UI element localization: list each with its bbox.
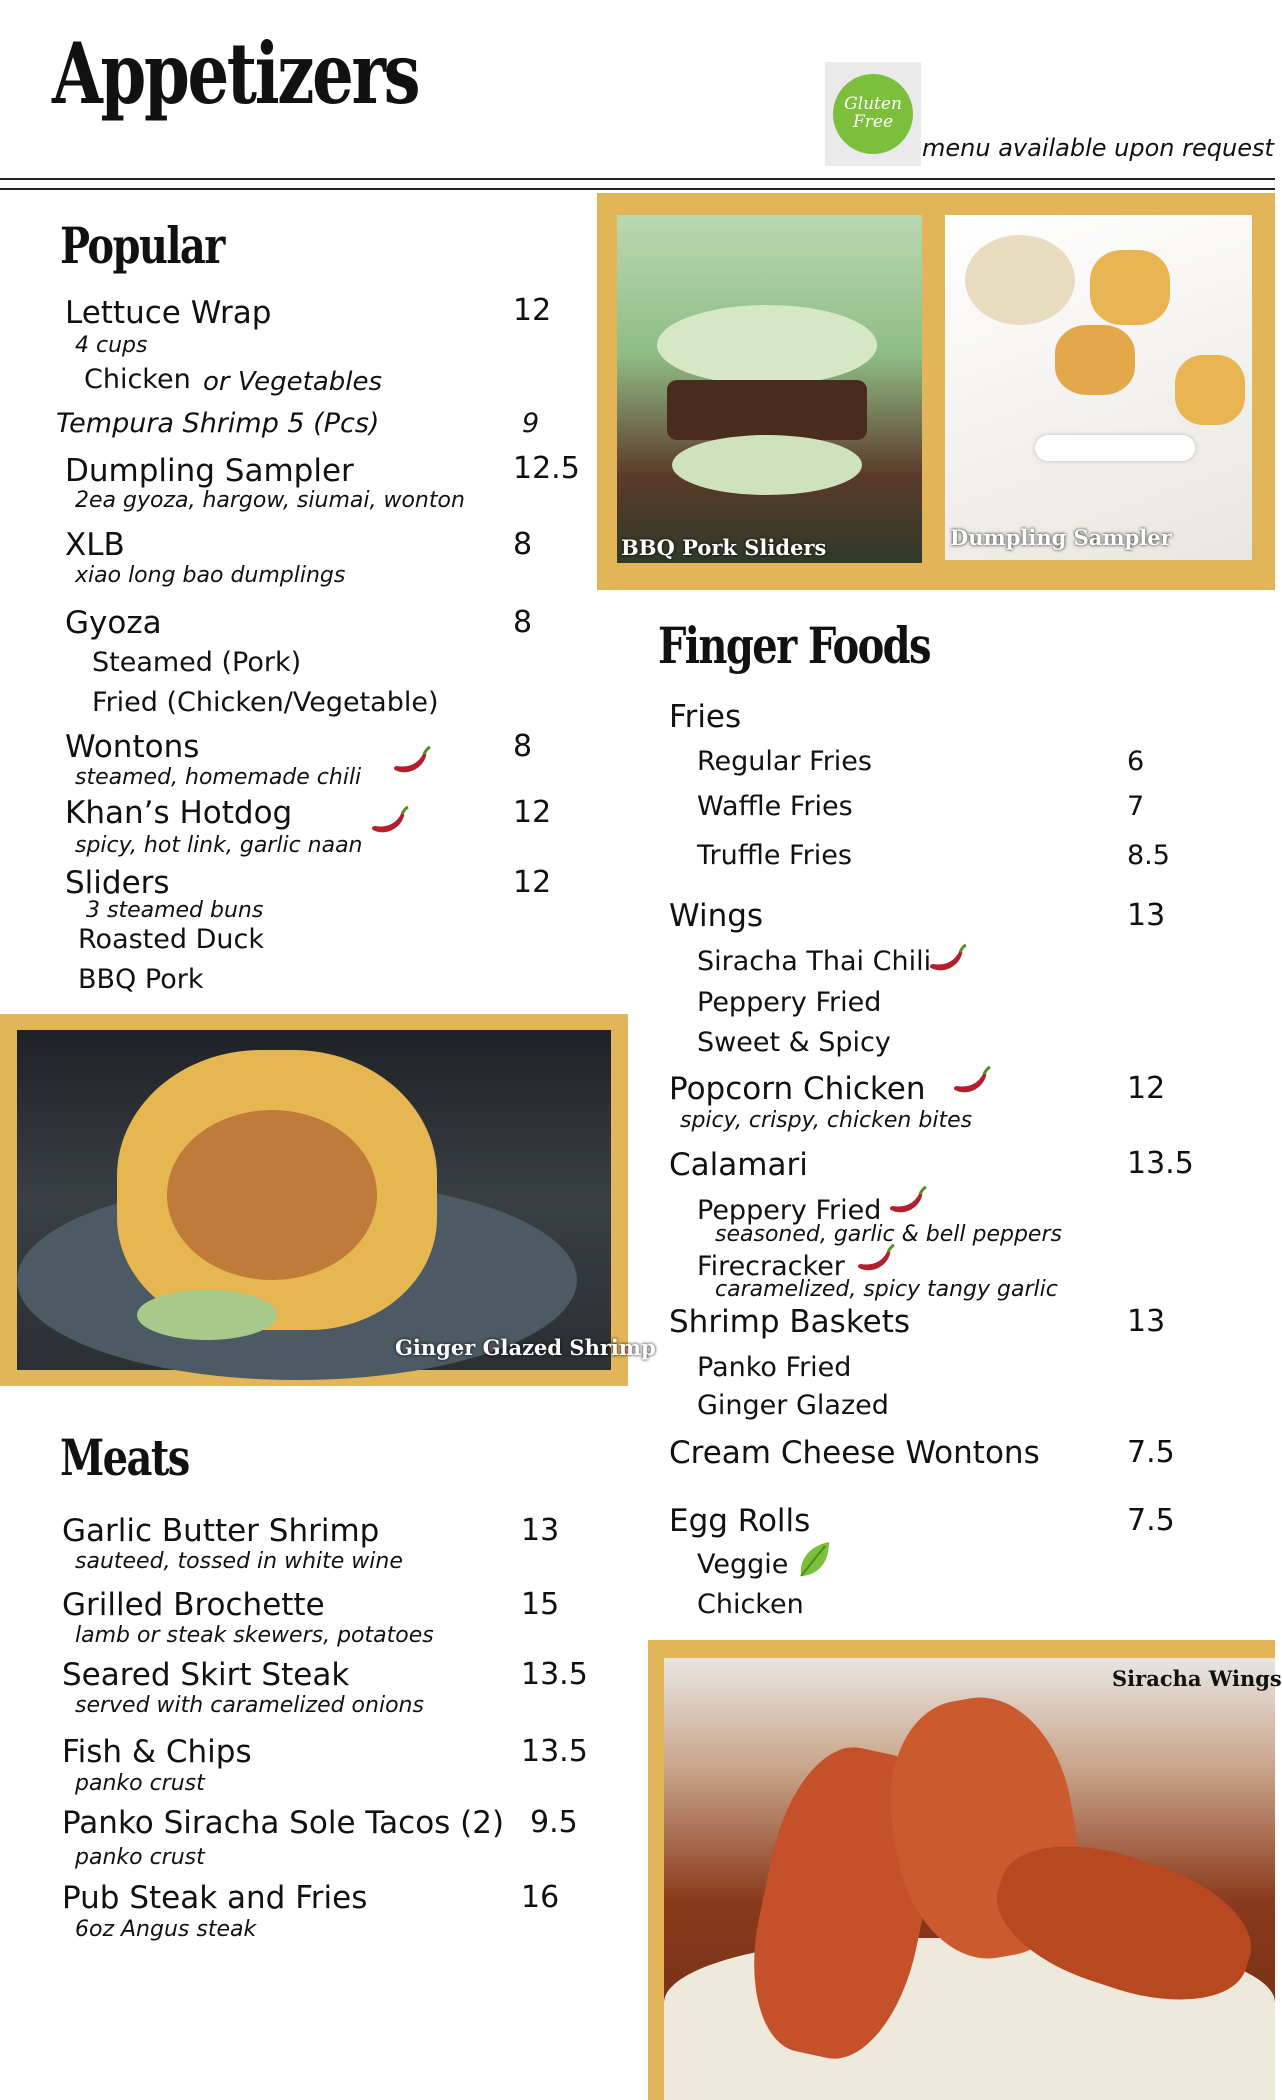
section-title-popular: Popular <box>60 216 224 275</box>
item-seared-skirt-steak-price: 13.5 <box>521 1657 588 1692</box>
item-grilled-brochette-price: 15 <box>521 1587 560 1622</box>
item-calamari-option-peppery: Peppery Fried <box>697 1195 882 1226</box>
item-fish-chips-name: Fish & Chips <box>62 1734 252 1770</box>
caption-bbq-pork-sliders: BBQ Pork Sliders <box>621 535 827 560</box>
caption-siracha-wings: Siracha Wings <box>1112 1666 1282 1691</box>
item-pub-steak-price: 16 <box>521 1880 560 1915</box>
item-sliders-option-duck: Roasted Duck <box>78 924 264 955</box>
item-lettuce-wrap-option-vegetables: or Vegetables <box>203 367 383 397</box>
item-calamari-option-firecracker: Firecracker <box>697 1251 845 1282</box>
item-calamari-desc-firecracker: caramelized, spicy tangy garlic <box>715 1277 1058 1302</box>
item-garlic-butter-shrimp-desc: sauteed, tossed in white wine <box>75 1549 403 1574</box>
gluten-badge-line1: Gluten <box>844 94 902 115</box>
item-calamari-desc-peppery: seasoned, garlic & bell peppers <box>715 1222 1062 1247</box>
item-sliders-desc: 3 steamed buns <box>86 898 264 923</box>
item-hotdog-name: Khan’s Hotdog <box>65 795 293 831</box>
item-xlb-name: XLB <box>65 527 125 563</box>
item-sliders-option-bbq: BBQ Pork <box>78 964 204 995</box>
item-shrimp-baskets-name: Shrimp Baskets <box>669 1304 911 1340</box>
item-wings-option-siracha: Siracha Thai Chili <box>697 946 932 977</box>
caption-ginger-glazed-shrimp: Ginger Glazed Shrimp <box>395 1335 656 1360</box>
photo-panel-bottom <box>648 1640 1282 2100</box>
photo-ginger-glazed-shrimp <box>17 1030 656 1370</box>
gluten-badge-line2: Free <box>852 112 894 132</box>
section-title-meats: Meats <box>60 1428 189 1487</box>
item-cream-cheese-wontons-price: 7.5 <box>1127 1435 1175 1470</box>
item-sliders-price: 12 <box>513 865 552 900</box>
item-cream-cheese-wontons-name: Cream Cheese Wontons <box>669 1435 1040 1471</box>
gluten-free-logo <box>833 74 913 154</box>
gluten-free-note: menu available upon request <box>922 134 1274 162</box>
item-gyoza-option-steamed: Steamed (Pork) <box>92 647 302 678</box>
item-wings-option-peppery: Peppery Fried <box>697 987 882 1018</box>
item-shrimp-baskets-option-panko: Panko Fried <box>697 1352 852 1383</box>
chili-pepper-icon <box>928 944 968 974</box>
item-fries-price-truffle: 8.5 <box>1127 840 1170 871</box>
item-garlic-butter-shrimp-price: 13 <box>521 1513 560 1548</box>
item-fries-name: Fries <box>669 699 742 735</box>
item-egg-rolls-option-chicken: Chicken <box>697 1589 804 1620</box>
photo-dumpling-sampler <box>945 215 1252 560</box>
item-wings-price: 13 <box>1127 898 1166 933</box>
chili-pepper-icon <box>888 1186 928 1216</box>
item-hotdog-desc: spicy, hot link, garlic naan <box>75 833 363 858</box>
chili-pepper-icon <box>856 1244 896 1274</box>
item-seared-skirt-steak-desc: served with caramelized onions <box>75 1693 424 1718</box>
item-dumpling-sampler-price: 12.5 <box>513 451 580 486</box>
header-divider-bottom <box>0 188 1275 190</box>
item-fries-price-waffle: 7 <box>1127 791 1145 822</box>
photo-panel-top <box>597 193 1275 590</box>
section-title-finger-foods: Finger Foods <box>658 616 930 675</box>
item-xlb-desc: xiao long bao dumplings <box>75 563 346 588</box>
item-popcorn-chicken-name: Popcorn Chicken <box>669 1071 926 1107</box>
item-wontons-name: Wontons <box>65 729 200 765</box>
page-title: Appetizers <box>52 24 419 123</box>
item-grilled-brochette-name: Grilled Brochette <box>62 1587 325 1623</box>
item-egg-rolls-price: 7.5 <box>1127 1503 1175 1538</box>
item-gyoza-option-fried: Fried (Chicken/Vegetable) <box>92 687 439 718</box>
item-wings-option-sweet-spicy: Sweet & Spicy <box>697 1027 891 1058</box>
item-pub-steak-name: Pub Steak and Fries <box>62 1880 368 1916</box>
item-fries-option-truffle: Truffle Fries <box>697 840 852 871</box>
item-xlb-price: 8 <box>513 527 533 562</box>
item-fries-option-regular: Regular Fries <box>697 746 872 777</box>
item-popcorn-chicken-price: 12 <box>1127 1071 1166 1106</box>
gluten-free-badge <box>825 62 921 166</box>
item-gyoza-price: 8 <box>513 605 533 640</box>
item-fries-option-waffle: Waffle Fries <box>697 791 853 822</box>
header-divider-top <box>0 178 1275 180</box>
item-fish-chips-desc: panko crust <box>75 1771 205 1796</box>
photo-bbq-pork-sliders <box>617 215 922 563</box>
item-lettuce-wrap-name: Lettuce Wrap <box>65 295 272 331</box>
item-fish-chips-price: 13.5 <box>521 1734 588 1769</box>
item-sole-tacos-desc: panko crust <box>75 1845 205 1870</box>
item-grilled-brochette-desc: lamb or steak skewers, potatoes <box>75 1623 434 1648</box>
chili-pepper-icon <box>952 1066 992 1096</box>
item-wontons-desc: steamed, homemade chili <box>75 765 362 790</box>
photo-panel-middle <box>0 1014 656 1386</box>
item-tempura-price: 9 <box>522 408 540 439</box>
item-lettuce-wrap-option-chicken: Chicken <box>84 364 191 395</box>
item-lettuce-wrap-price: 12 <box>513 293 552 328</box>
item-calamari-price: 13.5 <box>1127 1146 1194 1181</box>
item-gyoza-name: Gyoza <box>65 605 162 641</box>
item-sole-tacos-price: 9.5 <box>530 1805 578 1840</box>
chili-pepper-icon <box>392 746 432 776</box>
photo-siracha-wings <box>664 1658 1282 2100</box>
item-shrimp-baskets-option-ginger: Ginger Glazed <box>697 1390 889 1421</box>
item-calamari-name: Calamari <box>669 1147 808 1183</box>
item-sole-tacos-name: Panko Siracha Sole Tacos (2) <box>62 1805 505 1841</box>
item-hotdog-price: 12 <box>513 795 552 830</box>
item-dumpling-sampler-name: Dumpling Sampler <box>65 453 354 489</box>
item-garlic-butter-shrimp-name: Garlic Butter Shrimp <box>62 1513 380 1549</box>
caption-dumpling-sampler: Dumpling Sampler <box>950 525 1172 550</box>
leaf-icon <box>797 1540 831 1580</box>
item-dumpling-sampler-desc: 2ea gyoza, hargow, siumai, wonton <box>75 488 465 513</box>
item-lettuce-wrap-desc: 4 cups <box>75 333 148 358</box>
item-egg-rolls-name: Egg Rolls <box>669 1503 811 1539</box>
item-fries-price-regular: 6 <box>1127 746 1145 777</box>
item-wontons-price: 8 <box>513 729 533 764</box>
item-wings-name: Wings <box>669 898 764 934</box>
item-shrimp-baskets-price: 13 <box>1127 1304 1166 1339</box>
item-popcorn-chicken-desc: spicy, crispy, chicken bites <box>680 1108 973 1133</box>
item-tempura-name: Tempura Shrimp 5 (Pcs) <box>56 408 380 439</box>
item-sliders-name: Sliders <box>65 865 170 901</box>
item-egg-rolls-option-veggie: Veggie <box>697 1549 789 1580</box>
item-pub-steak-desc: 6oz Angus steak <box>75 1917 257 1942</box>
item-seared-skirt-steak-name: Seared Skirt Steak <box>62 1657 350 1693</box>
chili-pepper-icon <box>370 806 410 836</box>
